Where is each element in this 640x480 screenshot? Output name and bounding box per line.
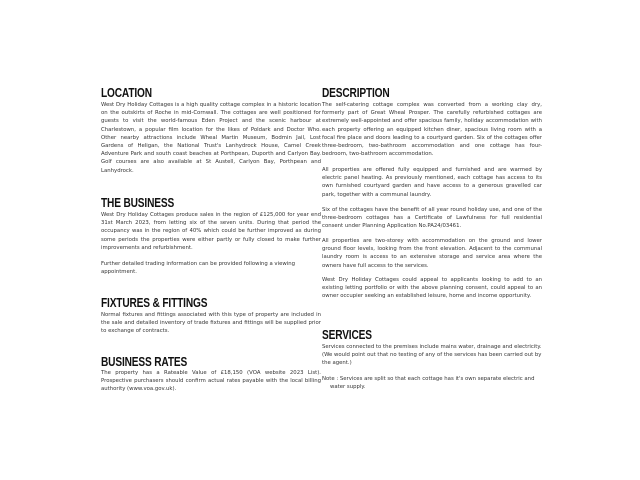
location-text: West Dry Holiday Cottages is a high quality cottage complex in a historic location on the outskirts of Roche in mid-Cornwall. The cottages are well positioned for guests to visit the world-famous Eden Project and the scenic harbour at Charlestown, a popular film location for the likes of Poldark and Doctor Who. Other nearby attractions include Wheal Martin Museum, Bodmin Jail, Lost Gardens of Heligan, the National Trust's Lanhydrock House, Camel Creek Adventure Park and south coast beaches at Porthpean, Duporth and Carlyon Bay. Golf courses are also available at St Austell, Carlyon Bay, Porthpean and Lanhydrock. [101, 102, 321, 174]
fixtures-text: Normal fixtures and fittings associated with this type of property are included in the sale and detailed inventory of trade fixtures and fittings will be supplied prior to exchange of contracts. [101, 312, 321, 335]
services-note: Note : Services are split so that each cottage has it's own separate electric and water supply. [322, 376, 535, 391]
description-paragraph: All properties are two-storey with accommodation on the ground and lower ground floor levels, looking from the front elevation. Adjacent to the communal laundry room is access to an extensive storage and service area where the owners have full access to the services. [322, 238, 542, 269]
business-heading: THE BUSINESS [101, 195, 175, 210]
description-paragraph: Six of the cottages have the benefit of all year round holiday use, and one of the three-bedroom cottages has a Certificate of Lawfulness for full residential consent under Planning Application No.PA24/03461. [322, 207, 542, 230]
business-text: West Dry Holiday Cottages produce sales in the region of £125,000 for year end 31st March 2023, from letting six of the seven units. During that period the occupancy was in the region of 40% which could be further improved as during some periods the properties were either partly or fully closed to make further improvements and refurbishment. [101, 212, 321, 251]
rates-text: The property has a Rateable Value of £18,150 (VOA website 2023 List). Prospective purchasers should confirm actual rates payable with the local billing authority (www.voa.gov.uk). [101, 370, 321, 393]
services-text: Services connected to the premises include mains water, drainage and electricity. (We would point out that no testing of any of the services has been carried out by the agent.) [322, 344, 542, 367]
business-text-2: Further detailed trading information can be provided following a viewing appointment. [101, 261, 295, 276]
fixtures-heading: FIXTURES & FITTINGS [101, 295, 208, 310]
description-paragraph: West Dry Holiday Cottages could appeal to applicants looking to add to an existing letting portfolio or with the above planning consent, could appeal to an owner occupier seeking an established leisure, home and income opportunity. [322, 277, 542, 300]
location-heading: LOCATION [101, 85, 152, 100]
rates-heading: BUSINESS RATES [101, 354, 188, 369]
description-heading: DESCRIPTION [322, 85, 390, 100]
description-paragraph: The self-catering cottage complex was converted from a working clay dry, formerly part of Great Wheal Prosper. The carefully refurbished cottages are extremely well-appointed and offer spacious family, holiday accommodation with each property offering an equipped kitchen diner, spacious living room with a focal fire place and doors leading to a courtyard garden. Six of the cottages offer three-bedroom, two-bathroom accommodation and one cottage has four- bedroom, two-bathroom accommodation. [322, 102, 542, 158]
description-paragraph: All properties are offered fully equipped and furnished and are warmed by electric panel heating. As previously mentioned, each cottage has access to its own furnished courtyard garden and have access to a generous gravelled car park, together with a communal laundry. [322, 167, 542, 198]
services-heading: SERVICES [322, 327, 372, 342]
